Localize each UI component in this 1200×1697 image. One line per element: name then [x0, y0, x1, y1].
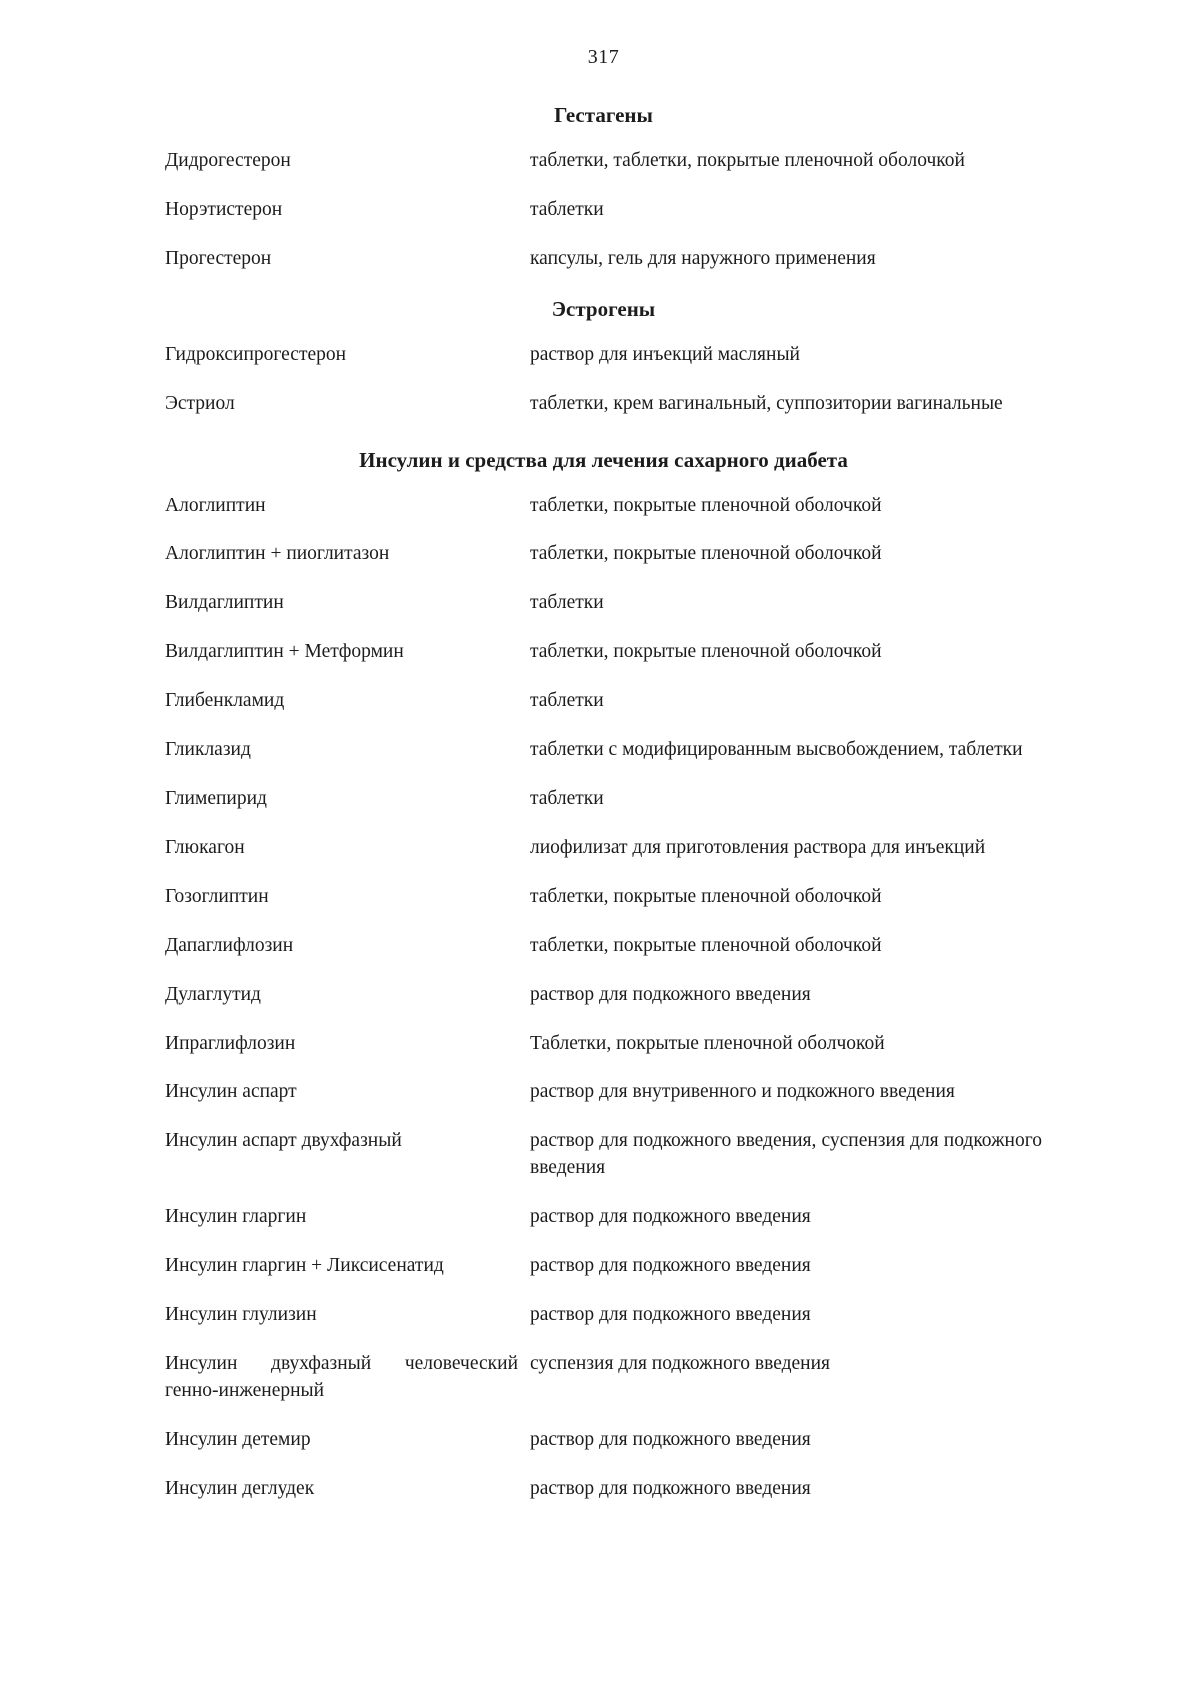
dosage-forms: раствор для подкожного введения — [530, 1206, 811, 1228]
drug-name: Эстриол — [165, 392, 235, 414]
dosage-forms: таблетки, покрытые пленочной оболочкой — [530, 885, 882, 907]
dosage-forms: таблетки — [530, 787, 604, 809]
table-row — [165, 1253, 1042, 1280]
table-row — [165, 1302, 1042, 1329]
table-row — [165, 639, 1042, 666]
drug-name: Инсулин двухфазный человеческий генно-инженерный — [165, 1352, 518, 1401]
drug-name: Вилдаглиптин — [165, 592, 284, 614]
table-row — [165, 835, 1042, 862]
table-row — [165, 391, 1042, 418]
drug-name: Прогестерон — [165, 247, 272, 269]
section-title: Гестагены — [554, 103, 653, 127]
dosage-forms: таблетки — [530, 592, 604, 614]
table-row — [165, 1351, 1042, 1405]
dosage-forms: раствор для инъекций масляный — [530, 343, 800, 365]
table-row — [165, 688, 1042, 715]
section-title: Эстрогены — [551, 296, 656, 321]
table-row — [165, 786, 1042, 813]
drug-name: Инсулин детемир — [165, 1428, 311, 1450]
drug-name: Инсулин деглудек — [165, 1477, 315, 1499]
table-row — [165, 1476, 1042, 1503]
drug-name: Глибенкламид — [165, 690, 285, 712]
table-row — [165, 1079, 1042, 1106]
dosage-forms: раствор для подкожного введения — [530, 1477, 811, 1499]
drug-name: Вилдаглиптин + Метформин — [165, 641, 404, 663]
dosage-forms: раствор для внутривенного и подкожного введения — [530, 1081, 955, 1103]
drug-name: Инсулин гларгин — [165, 1206, 307, 1228]
drug-name: Инсулин аспарт — [165, 1081, 297, 1103]
drug-name: Гидроксипрогестерон — [165, 343, 347, 365]
table-row — [165, 342, 1042, 369]
table-row — [165, 1128, 1042, 1182]
dosage-forms: таблетки с модифицированным высвобождением, таблетки — [530, 739, 1023, 761]
table-row — [165, 148, 1042, 175]
table-row — [165, 541, 1042, 568]
dosage-forms: таблетки — [530, 690, 604, 712]
table-row — [165, 493, 1042, 520]
page-number: 317 — [587, 46, 620, 68]
dosage-forms: лиофилизат для приготовления раствора для инъекций — [530, 836, 986, 858]
drug-name: Норэтистерон — [165, 198, 283, 220]
dosage-forms: раствор для подкожного введения — [530, 983, 811, 1005]
dosage-forms: таблетки, покрытые пленочной оболочкой — [530, 494, 882, 516]
table-row — [165, 933, 1042, 960]
dosage-forms: раствор для подкожного введения — [530, 1428, 811, 1450]
drug-name: Гозоглиптин — [165, 885, 269, 907]
drug-name: Гликлазид — [165, 739, 251, 761]
drug-name: Инсулин аспарт двухфазный — [165, 1130, 402, 1152]
dosage-forms: Таблетки, покрытые пленочной оболчокой — [530, 1032, 885, 1054]
dosage-forms: таблетки, покрытые пленочной оболочкой — [530, 641, 882, 663]
dosage-forms: суспензия для подкожного введения — [530, 1352, 831, 1374]
table-row — [165, 1031, 1042, 1058]
drug-name: Дидрогестерон — [165, 150, 291, 171]
table-row — [165, 982, 1042, 1009]
dosage-forms: раствор для подкожного введения, суспензия для подкожного введения — [530, 1130, 1042, 1179]
dosage-forms: таблетки, крем вагинальный, суппозитории вагинальные — [530, 392, 1003, 414]
dosage-forms: таблетки — [530, 198, 604, 220]
drug-name: Алоглиптин + пиоглитазон — [165, 543, 390, 565]
document-body — [165, 103, 1042, 1502]
table-row — [165, 1427, 1042, 1454]
table-row — [165, 737, 1042, 764]
table-row — [165, 884, 1042, 911]
table-row — [165, 590, 1042, 617]
drug-name: Ипраглифлозин — [165, 1032, 296, 1054]
dosage-forms: раствор для подкожного введения — [530, 1255, 811, 1277]
dosage-forms: таблетки, таблетки, покрытые пленочной оболочкой — [530, 150, 965, 171]
dosage-forms: таблетки, покрытые пленочной оболочкой — [530, 934, 882, 956]
dosage-forms: раствор для подкожного введения — [530, 1303, 811, 1325]
dosage-forms: таблетки, покрытые пленочной оболочкой — [530, 543, 882, 565]
table-row — [165, 197, 1042, 224]
table-row — [165, 246, 1042, 273]
drug-name: Алоглиптин — [165, 494, 266, 516]
drug-name: Глимепирид — [165, 787, 267, 809]
drug-name: Инсулин глулизин — [165, 1303, 317, 1325]
drug-name: Дапаглифлозин — [165, 934, 294, 956]
drug-name: Глюкагон — [165, 836, 245, 858]
drug-name: Дулаглутид — [165, 983, 261, 1005]
section-title: Инсулин и средства для лечения сахарного диабета — [359, 447, 848, 472]
table-row — [165, 1204, 1042, 1231]
drug-name: Инсулин гларгин + Ликсисенатид — [165, 1255, 444, 1277]
dosage-forms: капсулы, гель для наружного применения — [530, 247, 876, 269]
